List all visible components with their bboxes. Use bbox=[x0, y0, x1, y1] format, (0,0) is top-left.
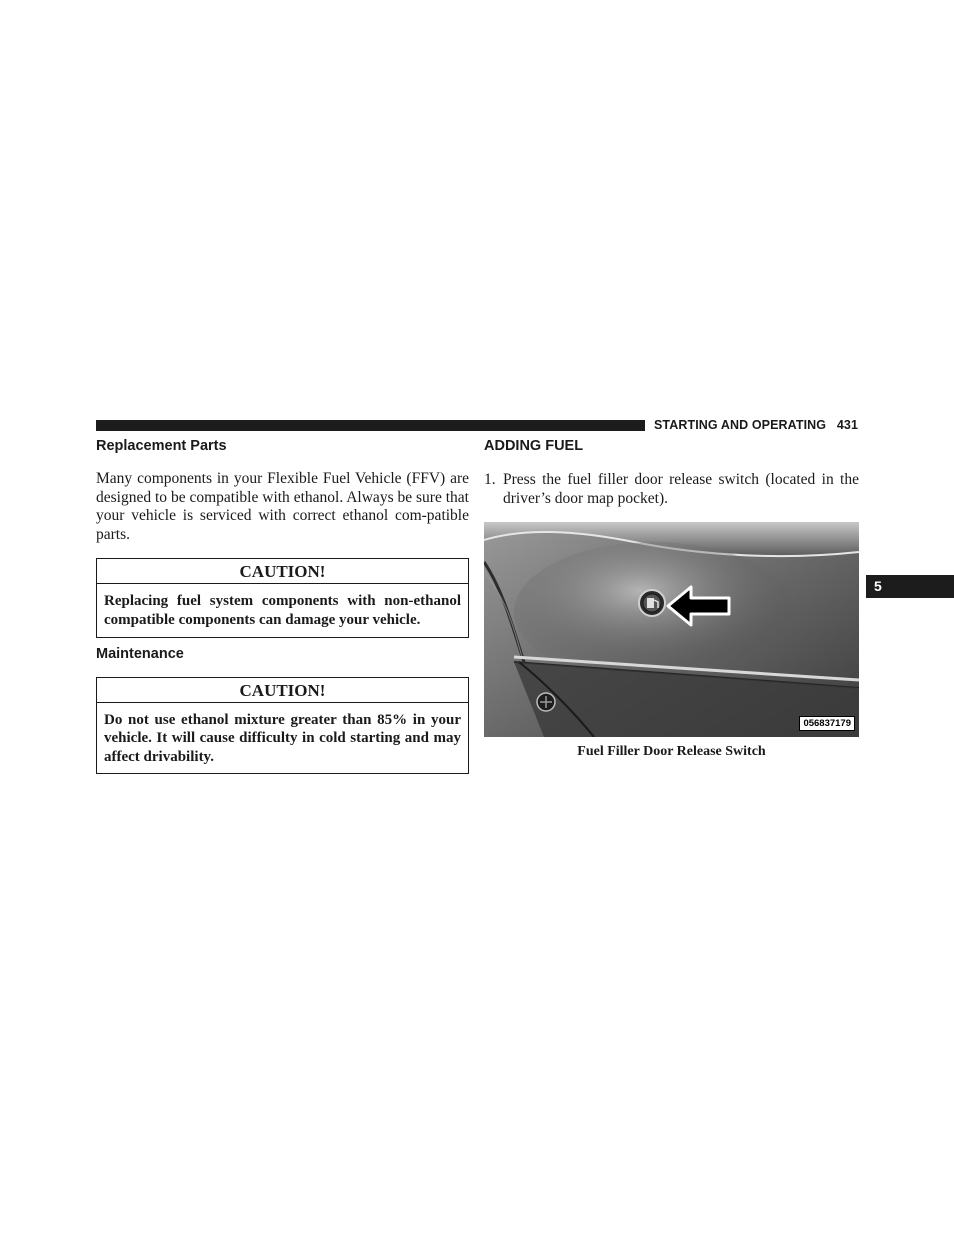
step-1 bbox=[484, 471, 859, 508]
chapter-tab[interactable] bbox=[866, 575, 954, 598]
step-text: Press the fuel filler door release switch (located in the driver’s door map pocket). bbox=[503, 471, 859, 507]
caution-box-replacement bbox=[96, 558, 469, 637]
fuel-pump-icon bbox=[639, 590, 665, 616]
caution-title: CAUTION! bbox=[97, 559, 468, 584]
adding-fuel-heading: ADDING FUEL bbox=[484, 438, 584, 454]
maintenance-heading: Maintenance bbox=[96, 645, 184, 662]
caution-box-maintenance bbox=[96, 677, 469, 775]
caution-text: Do not use ethanol mixture greater than 85% in your vehicle. It will cause difficulty in cold starting and may affect drivability. bbox=[104, 711, 461, 765]
caution-title: CAUTION! bbox=[97, 678, 468, 703]
section-title: STARTING AND OPERATING bbox=[654, 418, 827, 432]
fuel-door-switch-figure bbox=[484, 522, 859, 737]
replacement-parts-text: Many components in your Flexible Fuel Vehicle (FFV) are designed to be compatible with ethanol. Always be sure that your vehicle is serviced with correct ethanol com-patible parts. bbox=[96, 470, 469, 543]
step-number: 1. bbox=[484, 471, 496, 488]
replacement-parts-heading: Replacement Parts bbox=[96, 438, 227, 454]
header-rule bbox=[96, 420, 645, 431]
caution-text: Replacing fuel system components with non-ethanol compatible components can damage your vehicle. bbox=[104, 593, 461, 628]
figure-id: 056837179 bbox=[799, 716, 855, 731]
page-number: 431 bbox=[836, 418, 858, 432]
door-panel-illustration bbox=[484, 522, 859, 737]
figure-caption: Fuel Filler Door Release Switch bbox=[577, 744, 766, 760]
screw-icon bbox=[537, 693, 555, 711]
running-header bbox=[654, 418, 858, 432]
chapter-number: 5 bbox=[874, 578, 882, 594]
left-column bbox=[96, 438, 469, 774]
right-column bbox=[484, 438, 859, 760]
